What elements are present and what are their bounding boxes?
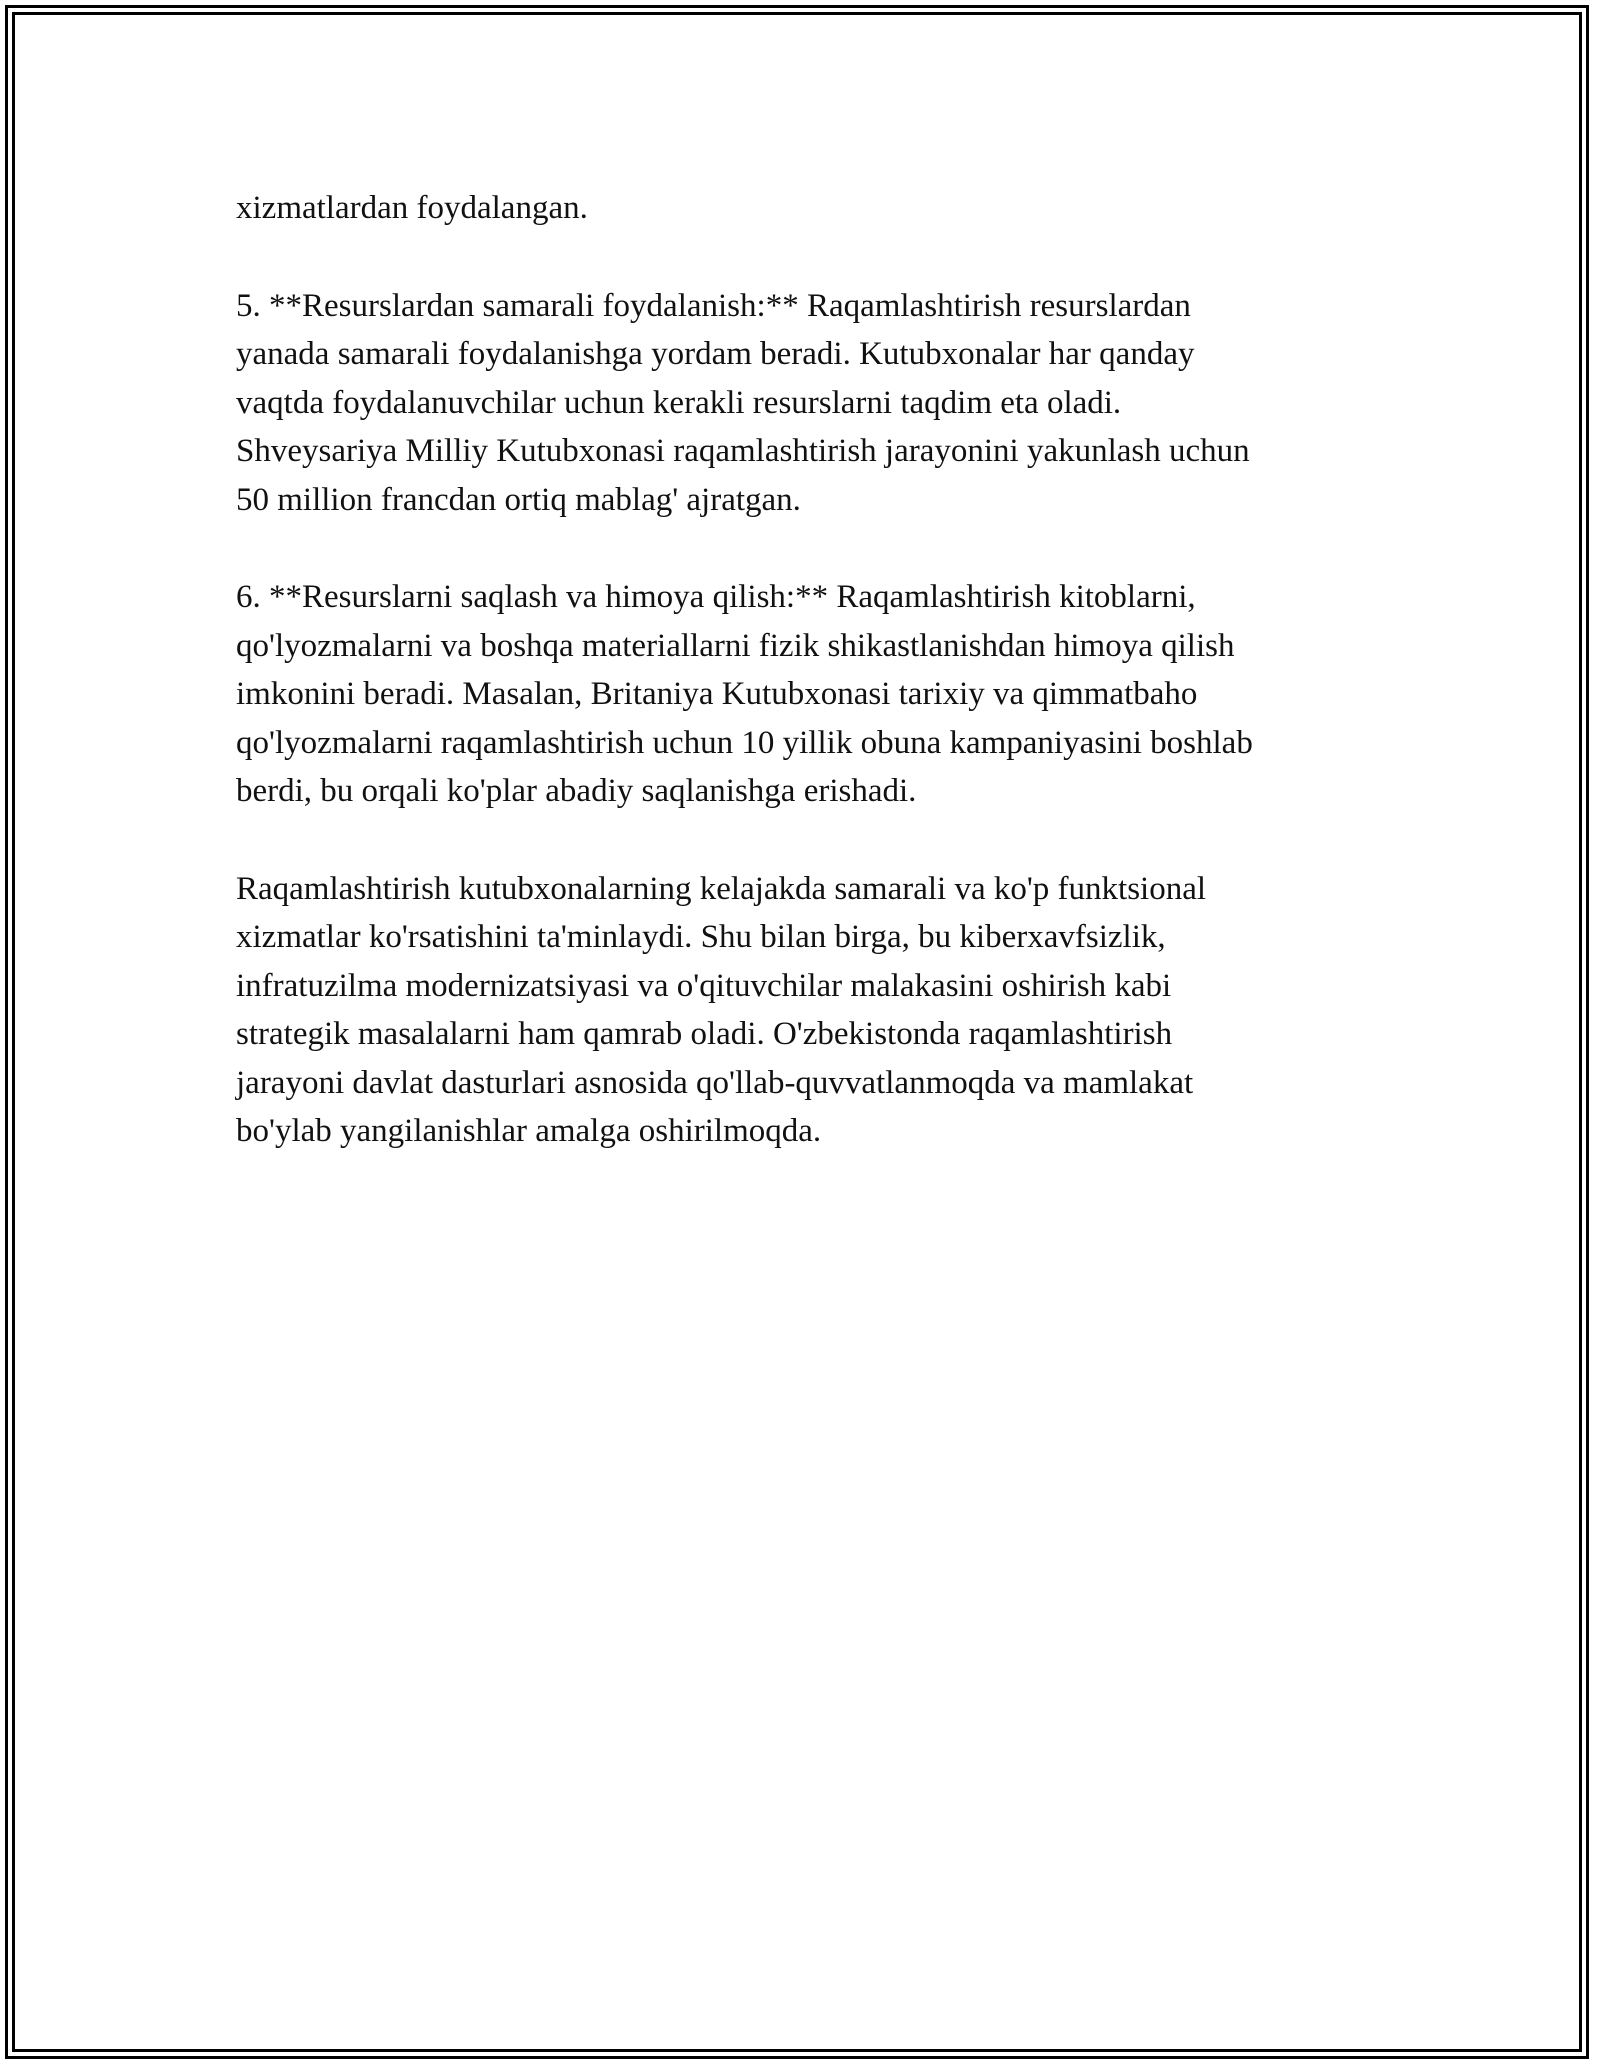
text-line: qo'lyozmalarni raqamlashtirish uchun 10 yillik obuna kampaniyasini boshlab bbox=[236, 724, 1253, 761]
text-line: bo'ylab yangilanishlar amalga oshirilmoqda. bbox=[236, 1113, 822, 1149]
text-line: imkonini beradi. Masalan, Britaniya Kutubxonasi tarixiy va qimmatbaho bbox=[236, 676, 1198, 712]
text-line: qo'lyozmalarni va boshqa materiallarni fizik shikastlanishdan himoya qilish bbox=[236, 627, 1235, 664]
text-line: infratuzilma modernizatsiyasi va o'qituvchilar malakasini oshirish kabi bbox=[236, 967, 1172, 1004]
text-line: Shveysariya Milliy Kutubxonasi raqamlashtirish jarayonini yakunlash uchun bbox=[236, 433, 1250, 469]
text-line: berdi, bu orqali ko'plar abadiy saqlanishga erishadi. bbox=[236, 773, 917, 809]
paragraph-item-6 bbox=[236, 573, 1386, 816]
paragraph-conclusion bbox=[236, 865, 1386, 1156]
paragraph-continuation bbox=[236, 184, 1386, 233]
text-line: vaqtda foydalanuvchilar uchun kerakli resurslarni taqdim eta oladi. bbox=[236, 384, 1122, 421]
text-line: xizmatlardan foydalangan. bbox=[236, 190, 588, 226]
text-line: xizmatlar ko'rsatishini ta'minlaydi. Shu bilan birga, bu kiberxavfsizlik, bbox=[236, 919, 1166, 955]
text-line: strategik masalalarni ham qamrab oladi. O'zbekistonda raqamlashtirish bbox=[236, 1016, 1173, 1052]
text-line: 5. **Resurslardan samarali foydalanish:** Raqamlashtirish resurslardan bbox=[236, 287, 1191, 324]
text-line: 50 million francdan ortiq mablag' ajratgan. bbox=[236, 481, 801, 518]
text-line: 6. **Resurslarni saqlash va himoya qilish:** Raqamlashtirish kitoblarni, bbox=[236, 579, 1196, 615]
text-line: Raqamlashtirish kutubxonalarning kelajakda samarali va ko'p funktsional bbox=[236, 870, 1207, 907]
text-line: jarayoni davlat dasturlari asnosida qo'llab-quvvatlanmoqda va mamlakat bbox=[236, 1064, 1194, 1101]
paragraph-item-5 bbox=[236, 282, 1386, 525]
document-body bbox=[236, 184, 1386, 1205]
text-line: yanada samarali foydalanishga yordam beradi. Kutubxonalar har qanday bbox=[236, 336, 1195, 372]
